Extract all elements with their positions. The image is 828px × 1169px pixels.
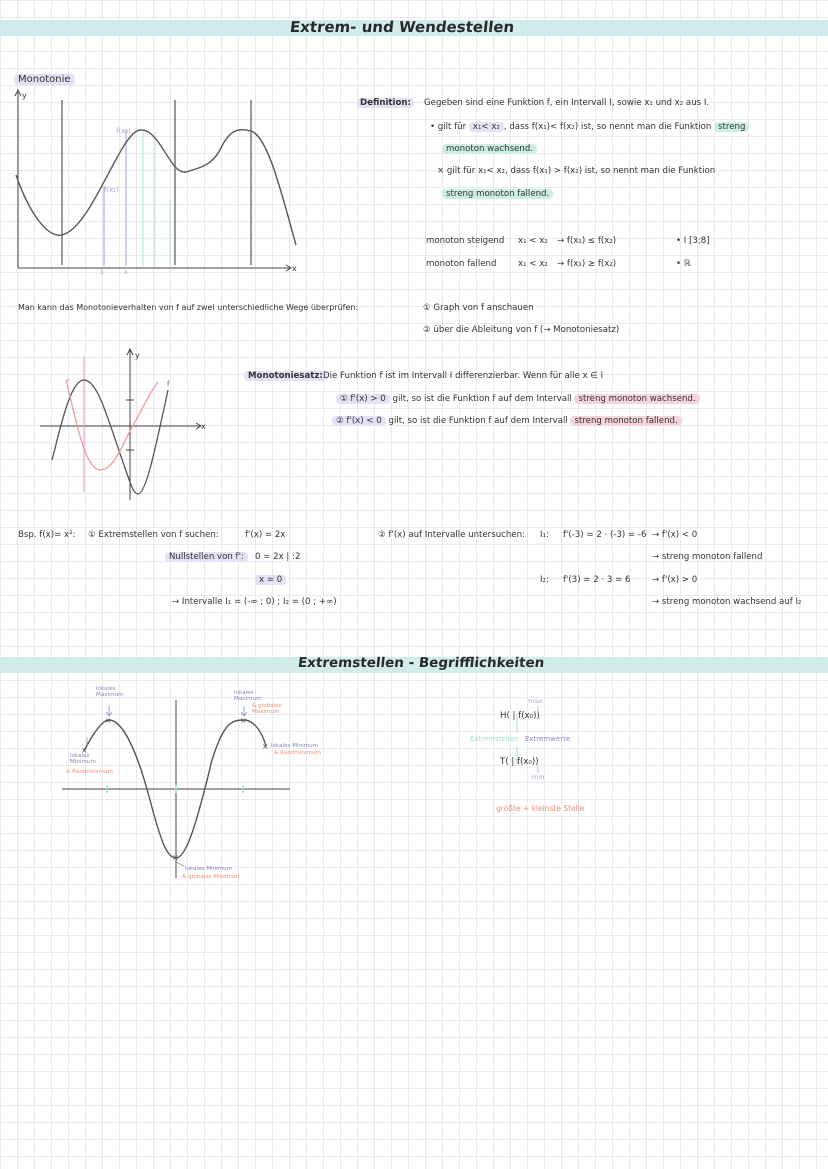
- y-axis-label-2: y: [135, 351, 140, 360]
- case2-hl: streng monoton fallend.: [570, 416, 681, 426]
- monotoniesatz-text: Die Funktion f ist im Intervall I differenzierbar. Wenn für alle x ∈ I: [323, 371, 604, 381]
- page-title: Extrem- und Wendestellen: [289, 18, 516, 36]
- case1-cond: ① f'(x) > 0: [336, 394, 390, 404]
- case1-text: gilt, so ist die Funktion f auf dem Intervall: [392, 394, 572, 404]
- svg-text:×: ×: [105, 716, 112, 725]
- glob-min-bottom-label: & globales Minimum: [182, 874, 240, 880]
- case2-cond: ② f'(x) < 0: [332, 416, 386, 426]
- table-row2-result: → f(x₁) ≥ f(x₂): [557, 259, 617, 269]
- svg-text:×: ×: [240, 716, 247, 725]
- y-axis-label: y: [22, 91, 27, 100]
- example-step2: ② f'(x) auf Intervalle untersuchen:: [378, 530, 525, 540]
- extremstellen-heading: Extremstellen - Begrifflichkeiten: [297, 655, 546, 671]
- lok-min-left-line1: lokales: [70, 753, 90, 759]
- bullet1-pre: • gilt für: [430, 122, 467, 132]
- monotoniesatz-label: Monotoniesatz:: [244, 371, 327, 381]
- table-row1-cond: x₁ < x₂: [518, 236, 548, 246]
- bullet1-post: , dass f(x₁)< f(x₂) ist, so nennt man die Funktion: [503, 122, 712, 132]
- bullet2-line2: streng monoton fallend.: [442, 189, 553, 199]
- table-row1-note: • I [3;8]: [676, 236, 710, 246]
- i1-sign: → f'(x) < 0: [652, 530, 698, 540]
- x1-tick: 1: [100, 269, 104, 276]
- i1-result: → streng monoton fallend: [652, 552, 763, 562]
- case2-text: gilt, so ist die Funktion f auf dem Intervall: [388, 416, 568, 426]
- lok-max-1-line1: lokales: [96, 686, 116, 692]
- max-label: max: [528, 697, 543, 705]
- x-axis-label: x: [292, 264, 297, 273]
- i2-calc: f'(3) = 2 · 3 = 6: [563, 575, 631, 585]
- i1-calc: f'(-3) = 2 · (-3) = -6: [563, 530, 647, 540]
- min-label: min: [532, 773, 545, 781]
- example-label: Bsp. f(x)= x²:: [18, 530, 76, 540]
- fprime-curve-label: f': [66, 378, 71, 386]
- bullet1-hl: streng: [714, 122, 749, 132]
- zeros-eq: 0 = 2x | :2: [255, 552, 301, 562]
- bullet1-cond: x₁< x₂: [469, 122, 504, 132]
- monotonie-heading: Monotonie: [14, 74, 75, 85]
- f-curve-label: f: [167, 380, 170, 388]
- table-row2-note: • ℝ: [676, 259, 691, 269]
- check-text: Man kann das Monotonieverhalten von f auf zwei unterschiedliche Wege überprüfen:: [18, 303, 359, 312]
- lok-min-bottom-label: lokales Minimum: [185, 866, 233, 872]
- glob-max-line1: & globales: [252, 703, 282, 709]
- t-row: T( | f(x₀)): [500, 757, 539, 767]
- table-row2-cond: x₁ < x₂: [518, 259, 548, 269]
- rand-min-label: & Randminimum: [66, 769, 113, 775]
- lok-max-2-line1: lokales: [234, 690, 254, 696]
- zeros-result: x = 0: [255, 575, 286, 585]
- i2-label: I₂:: [540, 575, 549, 585]
- method1: ① Graph von f anschauen: [423, 303, 534, 313]
- definition-bullet2: × gilt für x₁< x₂, dass f(x₁) > f(x₂) ist, so nennt man die Funktion: [437, 166, 716, 176]
- method2: ② über die Ableitung von f (→ Monotoniesatz): [423, 325, 620, 335]
- definition-intro: Gegeben sind eine Funktion f, ein Intervall I, sowie x₁ und x₂ aus I.: [424, 98, 710, 108]
- bullet1-line2: monoton wachsend.: [442, 144, 537, 154]
- lok-max-1-line2: Maximum: [96, 692, 124, 699]
- example-intervals: → Intervalle I₁ = (-∞ ; 0) ; I₂ = (0 ; +∞): [172, 597, 337, 607]
- x2-tick: x: [124, 269, 128, 276]
- i1-label: I₁:: [540, 530, 549, 540]
- example-derivative: f'(x) = 2x: [245, 530, 286, 540]
- i2-result: → streng monoton wachsend auf I₂: [652, 597, 802, 607]
- glob-max-line2: Maximum: [252, 709, 280, 716]
- svg-text:×: ×: [81, 746, 88, 755]
- table-row1-result: → f(x₁) ≤ f(x₂): [557, 236, 617, 246]
- fx2-label: f(x₂): [116, 127, 131, 135]
- i2-sign: → f'(x) > 0: [652, 575, 698, 585]
- extremwerte-label: Extremwerte: [525, 735, 571, 743]
- x-axis-label-2: x: [201, 422, 206, 431]
- svg-text:×: ×: [172, 853, 179, 862]
- fx1-label: f(x₁): [104, 186, 119, 194]
- lok-max-2-line2: Maximum: [234, 696, 262, 703]
- rand-min-right-label: & Randminimum: [274, 750, 321, 756]
- table-row1-label: monoton steigend: [426, 236, 505, 246]
- extremstellen-label: Extremstellen: [470, 735, 519, 743]
- svg-text:×: ×: [262, 742, 269, 751]
- lok-min-left-line2: Minimum: [70, 759, 96, 766]
- extremwerte-note: größte + kleinste Stelle: [496, 804, 585, 813]
- h-row: H( | f(x₀)): [500, 711, 540, 721]
- case1-hl: streng monoton wachsend.: [574, 394, 699, 404]
- lok-min-right-label: lokales Minimum: [271, 743, 319, 749]
- zeros-label: Nullstellen von f':: [165, 552, 248, 562]
- example-step1: ① Extremstellen von f suchen:: [88, 530, 219, 540]
- definition-label: Definition:: [357, 98, 414, 108]
- table-row2-label: monoton fallend: [426, 259, 497, 269]
